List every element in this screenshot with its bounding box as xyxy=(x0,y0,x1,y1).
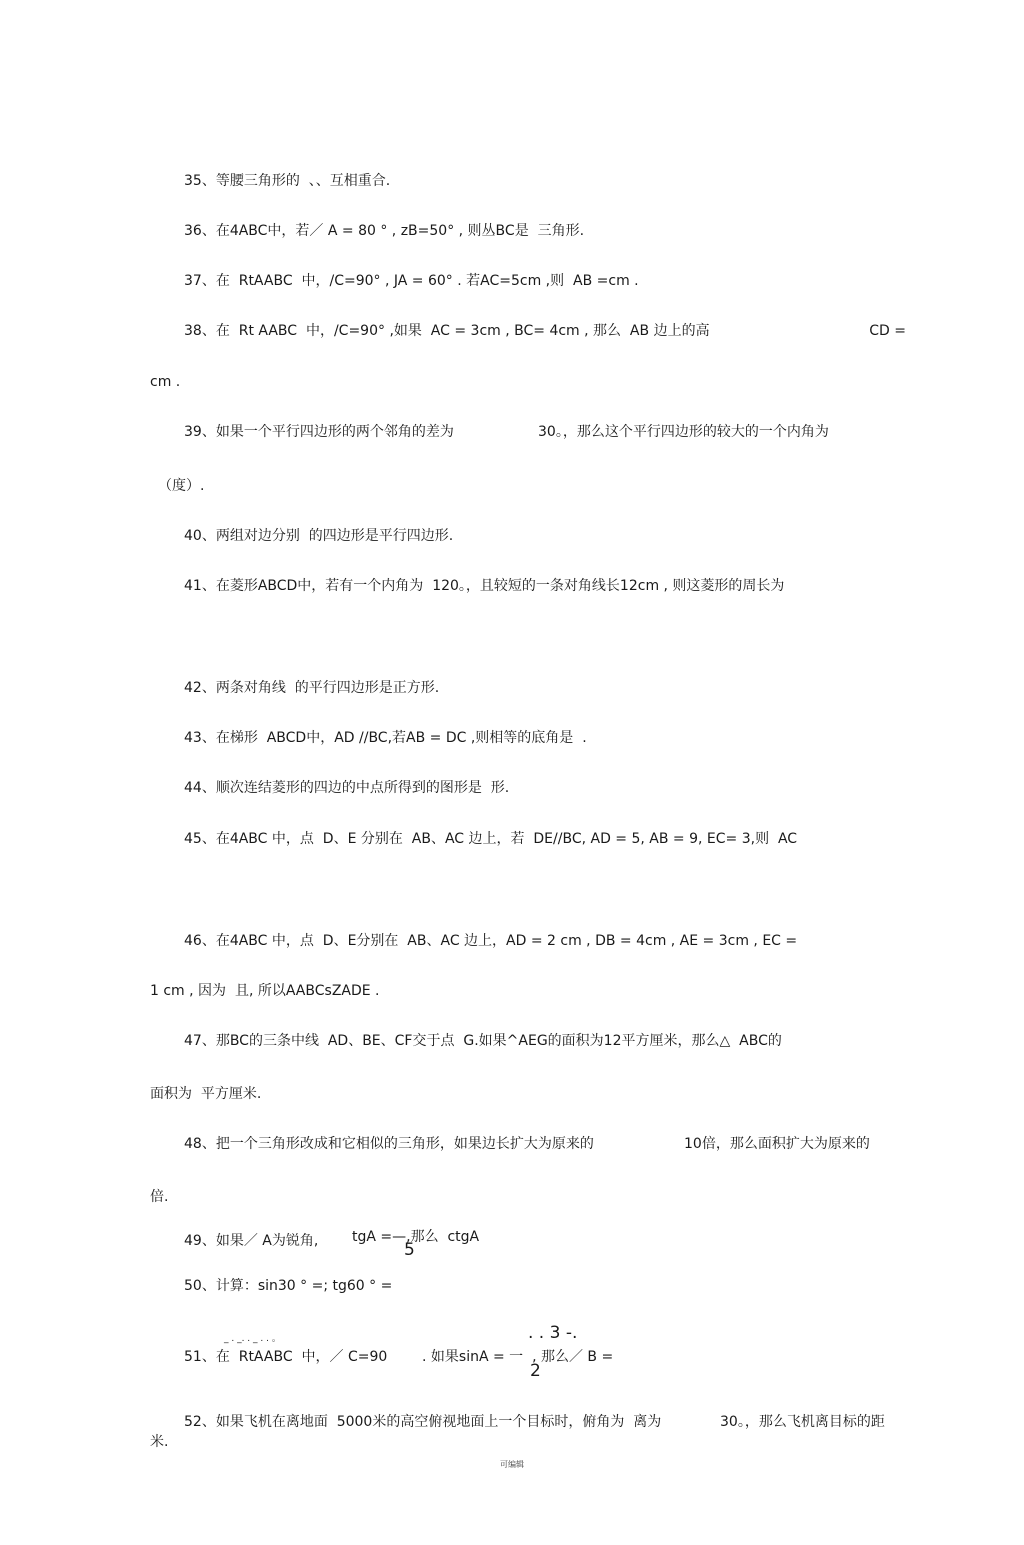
question-52: 52、如果飞机在离地面 5000米的高空俯视地面上一个目标时，俯角为 离为 xyxy=(184,1414,662,1430)
question-49-formula: tgA =—,那么 ctgA xyxy=(352,1229,480,1245)
question-41: 41、在菱形ABCD中，若有一个内角为 120。，且较短的一条对角线长12cm , 则这菱形的周长为 xyxy=(184,578,785,594)
question-49-denominator: 5 xyxy=(404,1240,415,1260)
question-44: 44、顺次连结菱形的四边的中点所得到的图形是 形. xyxy=(184,780,510,796)
question-51: 51、在 RtAABC 中，／ C=90 xyxy=(184,1349,388,1365)
question-39-part2: 30。，那么这个平行四边形的较大的一个内角为 xyxy=(538,424,829,440)
question-46: 46、在4ABC 中，点 D、E分别在 AB、AC 边上，AD = 2 cm , DB = 4cm , AE = 3cm , EC = xyxy=(184,933,798,949)
question-35: 35、等腰三角形的 、、互相重合. xyxy=(184,173,391,189)
question-52-part2: 30。，那么飞机离目标的距 xyxy=(720,1414,885,1430)
question-52-continuation: 米. xyxy=(150,1434,169,1450)
question-47-continuation: 面积为 平方厘米. xyxy=(150,1086,262,1102)
question-46-continuation: 1 cm , 因为 且, 所以AABCsZADE . xyxy=(150,983,380,999)
question-51-denominator: 2 xyxy=(530,1361,541,1381)
question-39-continuation: （度）. xyxy=(158,478,205,494)
question-51-numerator: . . 3 -. xyxy=(528,1323,578,1343)
question-51-part2: . 如果sinA = 一 , 那么／ B = xyxy=(422,1349,614,1365)
question-38-continuation: cm . xyxy=(150,374,181,390)
question-48: 48、把一个三角形改成和它相似的三角形，如果边长扩大为原来的 xyxy=(184,1136,594,1152)
question-45: 45、在4ABC 中，点 D、E 分别在 AB、AC 边上，若 DE//BC, AD = 5, AB = 9, EC= 3,则 AC xyxy=(184,831,798,847)
question-38: 38、在 Rt AABC 中，/C=90° ,如果 AC = 3cm , BC= 4cm , 那么 AB 边上的高 xyxy=(184,323,710,339)
question-49: 49、如果／ A为锐角, xyxy=(184,1233,319,1249)
question-38-tail: CD = xyxy=(869,323,906,339)
footer-editable-label: 可编辑 xyxy=(500,1460,524,1469)
question-50: 50、计算：sin30 ° =; tg60 ° = xyxy=(184,1278,393,1294)
question-48-continuation: 倍. xyxy=(150,1189,169,1205)
question-39: 39、如果一个平行四边形的两个邻角的差为 xyxy=(184,424,454,440)
question-40: 40、两组对边分别 的四边形是平行四边形. xyxy=(184,528,454,544)
question-36: 36、在4ABC中，若／ A = 80 ° , zB=50° , 则丛BC是 三角形. xyxy=(184,223,585,239)
question-47: 47、那BC的三条中线 AD、BE、CF交于点 G.如果^AEG的面积为12平方厘米，那么△ ABC的 xyxy=(184,1033,782,1049)
question-37: 37、在 RtAABC 中，/C=90° , JA = 60° . 若AC=5cm ,则 AB =cm . xyxy=(184,273,639,289)
question-51-noise: _ . _. . _ . . 。 xyxy=(224,1334,281,1344)
question-42: 42、两条对角线 的平行四边形是正方形. xyxy=(184,680,440,696)
question-48-part2: 10倍，那么面积扩大为原来的 xyxy=(684,1136,870,1152)
question-43: 43、在梯形 ABCD中，AD //BC,若AB = DC ,则相等的底角是 . xyxy=(184,730,587,746)
